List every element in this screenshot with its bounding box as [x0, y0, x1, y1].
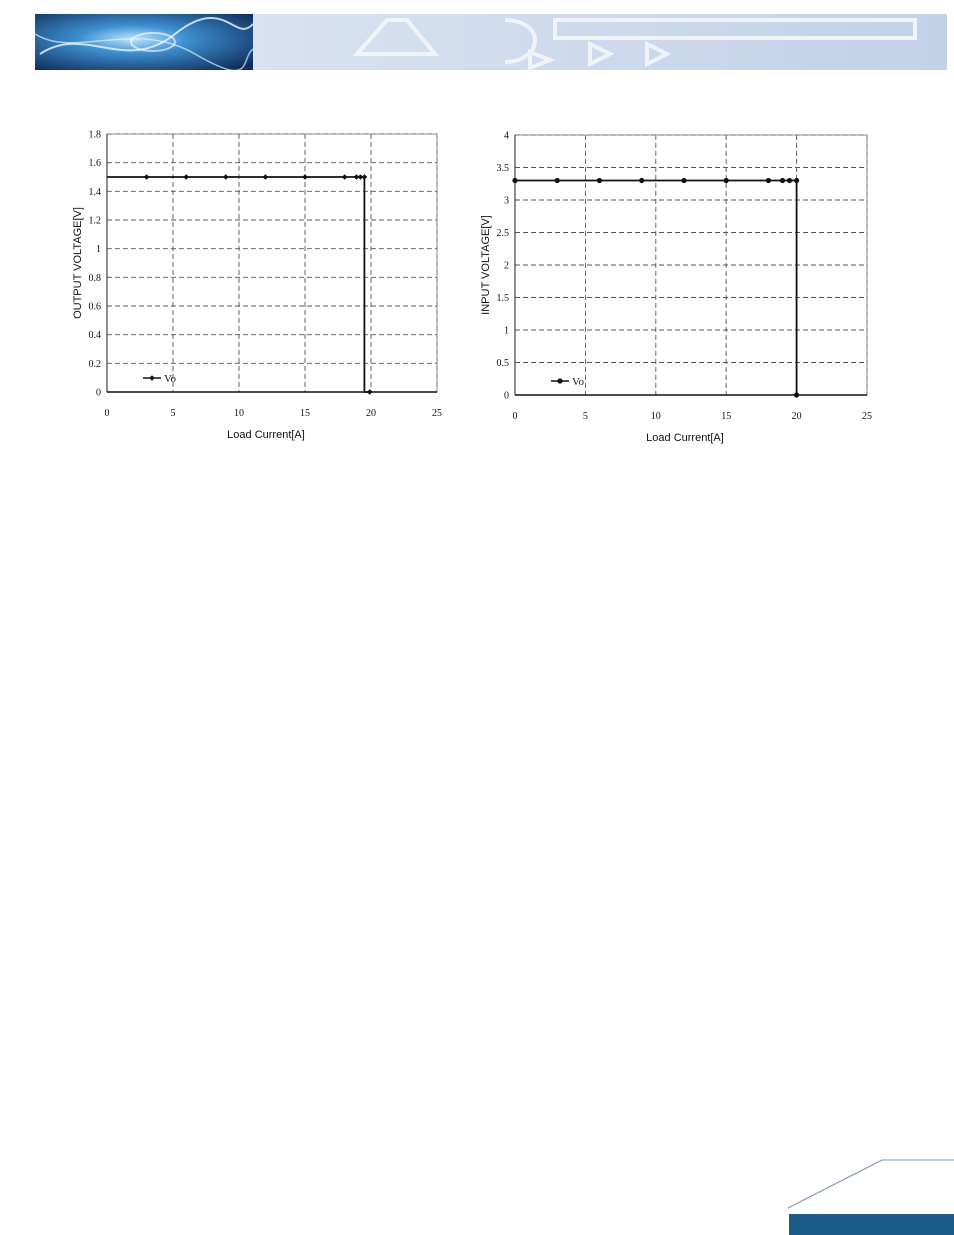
input-voltage-chart: [472, 118, 888, 454]
x-tick-label: 10: [650, 411, 661, 422]
data-point-marker: [512, 178, 517, 183]
x-tick-label: 15: [300, 408, 310, 419]
data-point-marker: [766, 178, 771, 183]
input-voltage-chart-svg: [472, 118, 888, 454]
data-point-marker: [724, 178, 729, 183]
data-point-marker: [787, 178, 792, 183]
y-tick-label: 3: [504, 195, 509, 207]
x-axis-title: Load Current[A]: [646, 432, 724, 444]
legend-swatch-marker: [557, 378, 562, 383]
y-tick-label: 0: [96, 387, 101, 399]
data-point-marker: [555, 178, 560, 183]
y-tick-label: 0.4: [88, 330, 101, 342]
x-tick-label: 0: [512, 411, 518, 422]
y-tick-label: 2.5: [496, 228, 509, 239]
x-tick-label: 15: [721, 411, 732, 422]
y-tick-label: 1: [504, 325, 509, 337]
y-tick-label: 0.2: [88, 358, 101, 370]
footer-decoration: [785, 1150, 954, 1235]
data-point-marker: [639, 178, 644, 183]
y-tick-label: 4: [504, 130, 509, 142]
x-tick-label: 5: [582, 411, 588, 422]
y-tick-label: 2: [504, 260, 509, 272]
x-tick-label: 10: [234, 408, 244, 419]
output-voltage-chart-svg: [66, 118, 452, 454]
output-voltage-chart: [66, 118, 452, 454]
y-tick-label: 1.6: [88, 158, 101, 170]
data-point-marker: [780, 178, 785, 183]
plot-area: [107, 134, 437, 392]
x-tick-label: 25: [862, 411, 872, 422]
banner-photo: [35, 14, 253, 70]
y-axis-title: OUTPUT VOLTAGE[V]: [72, 207, 84, 319]
y-tick-label: 1.5: [496, 293, 509, 304]
x-tick-label: 5: [170, 408, 176, 419]
legend-label: Vo: [164, 373, 177, 385]
y-tick-label: 3.5: [496, 163, 509, 174]
data-point-marker: [681, 178, 686, 183]
y-axis-title: INPUT VOLTAGE[V]: [480, 215, 492, 315]
header-banner: [35, 14, 947, 70]
data-point-marker: [794, 178, 799, 183]
footer-bar: [789, 1214, 954, 1235]
y-tick-label: 0.5: [496, 358, 509, 369]
x-tick-label: 20: [791, 411, 802, 422]
x-tick-label: 25: [432, 408, 442, 419]
y-tick-label: 0.6: [88, 301, 101, 313]
x-tick-label: 0: [104, 408, 110, 419]
data-point-marker: [597, 178, 602, 183]
data-point-marker: [794, 392, 799, 397]
y-tick-label: 1: [96, 244, 101, 256]
y-tick-label: 1.8: [88, 129, 101, 141]
y-tick-label: 0.8: [88, 272, 101, 284]
y-tick-label: 1.2: [88, 215, 101, 227]
legend-label: Vo: [572, 376, 585, 388]
x-tick-label: 20: [366, 408, 376, 419]
y-tick-label: 1.4: [88, 186, 101, 198]
y-tick-label: 0: [504, 390, 509, 402]
x-axis-title: Load Current[A]: [227, 429, 305, 441]
